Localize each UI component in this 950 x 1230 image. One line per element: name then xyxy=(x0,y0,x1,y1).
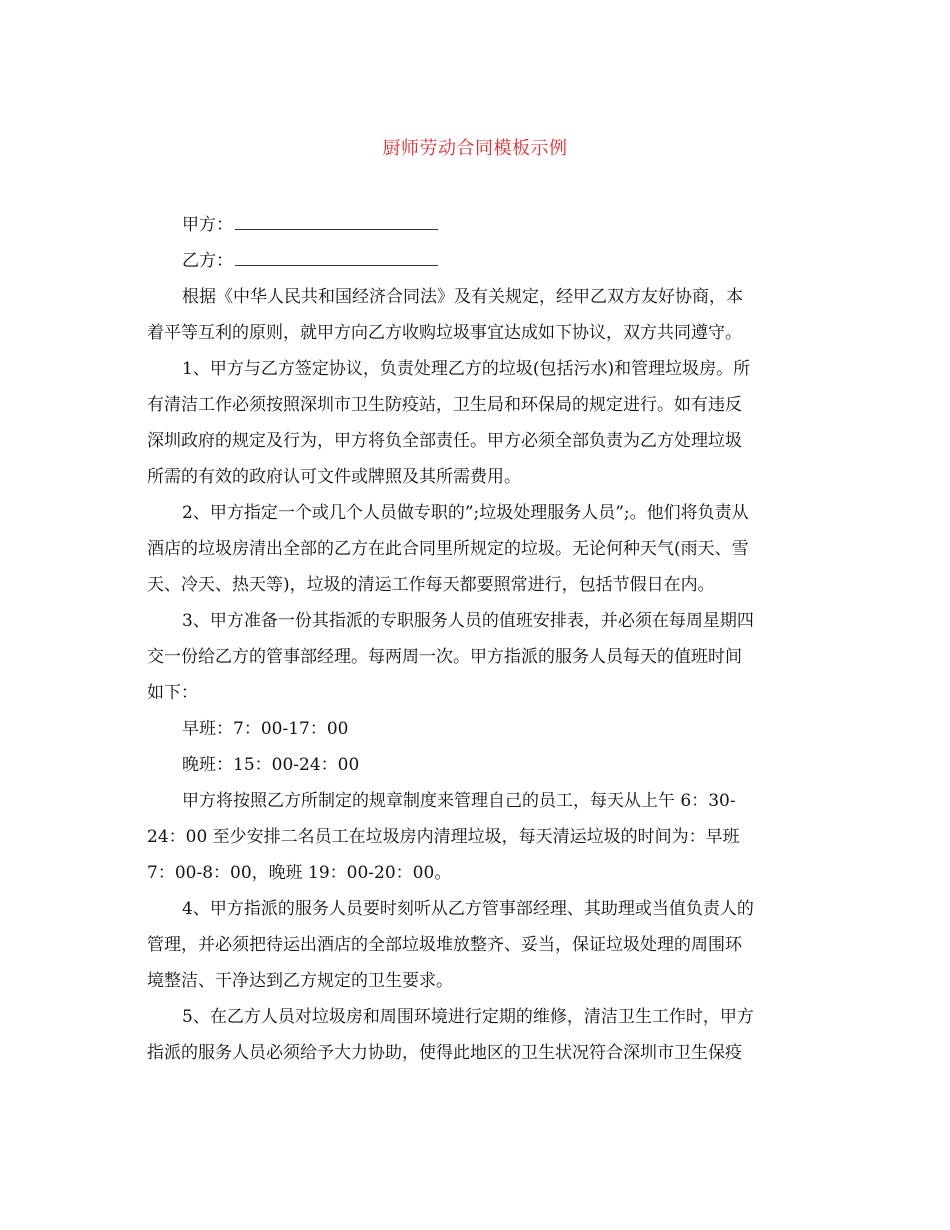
party-b-blank-field xyxy=(235,245,438,266)
text-line: 管理，并必须把待运出酒店的全部垃圾堆放整齐、妥当，保证垃圾处理的周围环 xyxy=(147,935,742,955)
text-line: 交一份给乙方的管事部经理。每两周一次。甲方指派的服务人员每天的值班时间 xyxy=(147,647,742,667)
contract-clauses xyxy=(147,279,807,1071)
text-line: 早班：7：00-17：00 xyxy=(182,719,349,739)
text-line: 2、甲方指定一个或几个人员做专职的”;垃圾处理服务人员”;。他们将负责从 xyxy=(182,503,749,523)
text-line: 晚班：15：00-24：00 xyxy=(182,755,360,775)
text-line: 根据《中华人民共和国经济合同法》及有关规定，经甲乙双方友好协商，本 xyxy=(182,287,743,307)
text-line: 4、甲方指派的服务人员要时刻听从乙方管事部经理、其助理或当值负责人的 xyxy=(182,899,754,919)
text-line: 境整洁、干净达到乙方规定的卫生要求。 xyxy=(147,971,453,991)
party-a-line xyxy=(147,207,807,243)
text-line: 有清洁工作必须按照深圳市卫生防疫站，卫生局和环保局的规定进行。如有违反 xyxy=(147,395,742,415)
party-a-blank-field xyxy=(235,209,438,230)
text-line: 酒店的垃圾房清出全部的乙方在此合同里所规定的垃圾。无论何种天气(雨天、雪 xyxy=(147,539,749,559)
text-line: 天、冷天、热天等)，垃圾的清运工作每天都要照常进行，包括节假日在内。 xyxy=(147,575,715,595)
party-a-label: 甲方： xyxy=(182,215,233,235)
text-line: 深圳政府的规定及行为，甲方将负全部责任。甲方必须全部负责为乙方处理垃圾 xyxy=(147,431,742,451)
party-b-line xyxy=(147,243,807,279)
party-b-label: 乙方： xyxy=(182,251,233,271)
text-line: 甲方将按照乙方所制定的规章制度来管理自己的员工，每天从上午 6：30- xyxy=(182,791,736,811)
text-line: 1、甲方与乙方签定协议，负责处理乙方的垃圾(包括污水)和管理垃圾房。所 xyxy=(182,359,751,379)
text-line: 着平等互利的原则，就甲方向乙方收购垃圾事宜达成如下协议，双方共同遵守。 xyxy=(147,323,742,343)
document-title: 厨师劳动合同模板示例 xyxy=(382,138,568,159)
text-line: 如下： xyxy=(147,683,198,703)
text-line: 3、甲方准备一份其指派的专职服务人员的值班安排表，并必须在每周星期四 xyxy=(182,611,754,631)
text-line: 24：00 至少安排二名员工在垃圾房内清理垃圾，每天清运垃圾的时间为：早班 xyxy=(147,827,740,847)
text-line: 所需的有效的政府认可文件或牌照及其所需费用。 xyxy=(147,467,521,487)
text-line: 7：00-8：00，晚班 19：00-20：00。 xyxy=(147,863,452,883)
text-line: 指派的服务人员必须给予大力协助，使得此地区的卫生状况符合深圳市卫生保疫 xyxy=(147,1043,742,1063)
document-body xyxy=(147,207,807,1071)
text-line: 5、在乙方人员对垃圾房和周围环境进行定期的维修，清洁卫生工作时，甲方 xyxy=(182,1007,754,1027)
